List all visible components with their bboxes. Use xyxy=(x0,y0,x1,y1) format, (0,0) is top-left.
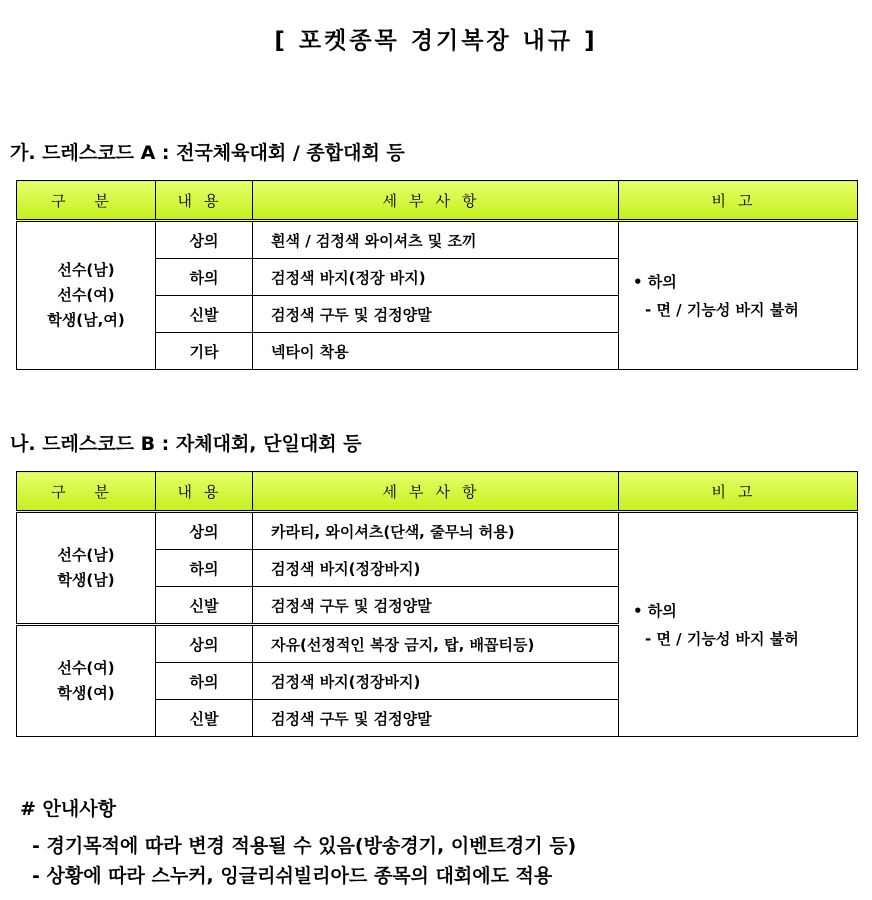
table-row xyxy=(17,221,858,259)
group-line: 선수(남) xyxy=(57,261,115,279)
group-line: 학생(남) xyxy=(57,571,115,589)
guide-item: - 상황에 따라 스누커, 잉글리쉬빌리아드 종목의 대회에도 적용 xyxy=(32,865,553,887)
group-cell-male xyxy=(17,512,156,625)
detail-cell: 검정색 구두 및 검정양말 xyxy=(253,296,619,333)
header-category: 구 분 xyxy=(17,181,156,221)
section-b-heading: 나. 드레스코드 B : 자체대회, 단일대회 등 xyxy=(10,433,362,455)
detail-cell: 검정색 구두 및 검정양말 xyxy=(253,587,619,625)
note-cell xyxy=(619,221,858,370)
note-cell xyxy=(619,512,858,737)
item-cell: 신발 xyxy=(156,296,253,333)
group-line: 학생(여) xyxy=(57,684,115,702)
section-a-heading: 가. 드레스코드 A : 전국체육대회 / 종합대회 등 xyxy=(10,142,405,164)
item-cell: 하의 xyxy=(156,550,253,587)
item-cell: 상의 xyxy=(156,512,253,550)
detail-cell: 검정색 바지(정장 바지) xyxy=(253,259,619,296)
detail-cell: 흰색 / 검정색 와이셔츠 및 조끼 xyxy=(253,221,619,259)
item-cell: 기타 xyxy=(156,333,253,370)
guide-item: - 경기목적에 따라 변경 적용될 수 있음(방송경기, 이벤트경기 등) xyxy=(32,835,577,857)
detail-cell: 카라티, 와이셔츠(단색, 줄무늬 허용) xyxy=(253,512,619,550)
header-item: 내용 xyxy=(156,181,253,221)
group-line: 선수(여) xyxy=(57,286,115,304)
note-line: • 하의 xyxy=(633,601,677,620)
header-note: 비고 xyxy=(619,181,858,221)
header-detail: 세부사항 xyxy=(253,472,619,512)
item-cell: 상의 xyxy=(156,625,253,663)
page-title: [ 포켓종목 경기복장 내규 ] xyxy=(274,28,598,54)
item-cell: 상의 xyxy=(156,221,253,259)
table-row xyxy=(17,512,858,550)
table-header-row xyxy=(17,472,858,512)
item-cell: 하의 xyxy=(156,259,253,296)
detail-cell: 검정색 바지(정장바지) xyxy=(253,663,619,700)
group-line: 선수(남) xyxy=(57,546,115,564)
detail-cell: 검정색 바지(정장바지) xyxy=(253,550,619,587)
group-cell xyxy=(17,221,156,370)
group-cell-female xyxy=(17,625,156,737)
group-line: 학생(남,여) xyxy=(47,311,125,329)
guide-heading: # 안내사항 xyxy=(20,798,116,820)
header-note: 비고 xyxy=(619,472,858,512)
header-category: 구 분 xyxy=(17,472,156,512)
note-line: - 면 / 기능성 바지 불허 xyxy=(645,629,799,648)
table-header-row xyxy=(17,181,858,221)
dress-code-a-table xyxy=(16,180,858,370)
header-item: 내용 xyxy=(156,472,253,512)
detail-cell: 검정색 구두 및 검정양말 xyxy=(253,700,619,737)
item-cell: 하의 xyxy=(156,663,253,700)
note-line: - 면 / 기능성 바지 불허 xyxy=(645,300,799,319)
detail-cell: 자유(선정적인 복장 금지, 탑, 배꼽티등) xyxy=(253,625,619,663)
item-cell: 신발 xyxy=(156,700,253,737)
header-detail: 세부사항 xyxy=(253,181,619,221)
dress-code-b-table xyxy=(16,471,858,737)
group-line: 선수(여) xyxy=(57,659,115,677)
note-line: • 하의 xyxy=(633,272,677,291)
item-cell: 신발 xyxy=(156,587,253,625)
detail-cell: 넥타이 착용 xyxy=(253,333,619,370)
